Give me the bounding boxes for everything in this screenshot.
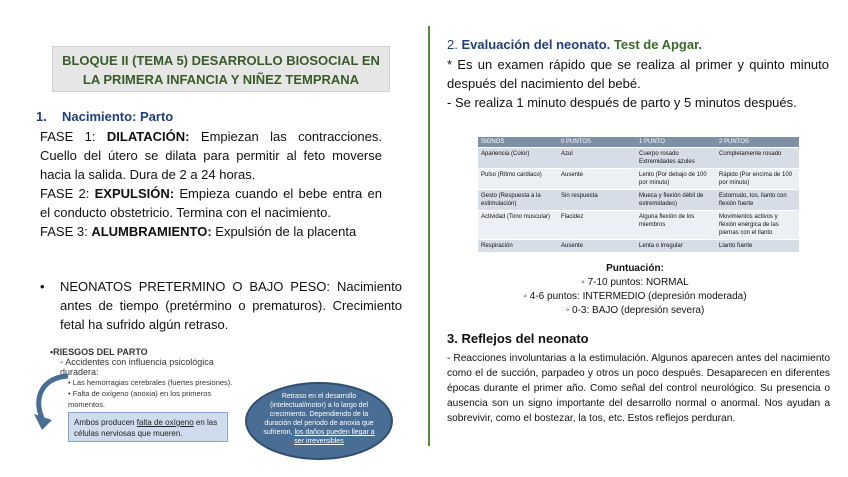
anoxia-box-underlined: falta de oxígeno [136,418,194,427]
section1-title: Nacimiento: Parto [62,109,174,124]
riesgos-title: •RIESGOS DEL PARTO [50,347,148,357]
apgar-table [478,137,799,252]
neonatos-text: NEONATOS PRETERMINO O BAJO PESO: Nacimiento antes de tiempo (pretérmino o prematuros). Crecimiento fetal ha sufrido algún retraso. [60,279,402,332]
neonatos-item [40,277,402,334]
fase2-label: FASE 2: [40,186,95,201]
ellipse-text: Retraso en el desarrollo (intelectual/motor) a lo largo del crecimiento. Dependiendo de la duración del periodo de anoxia que sufrieron, [263,393,374,436]
bullet-icon: • [40,279,45,294]
reflejos-text: - Reacciones involuntarias a la estimulación. Algunos aparecen antes del nacimiento como el de succión, parpadeo y otros un poco después. Desaparecen en diferentes épocas durante el primer año. Como señal del control neurológico. Su presencia o ausencia son un signo importante del desarrollo normal o anormal. Nos ayudan a sobrevivir, como el bostezar, la tos, etc. Estos reflejos perduran. [447,353,830,424]
block-title [52,46,390,92]
puntuacion-item: ◦ 0-3: BAJO (depresión severa) [565,305,705,316]
table-row [478,148,799,169]
section3-heading: 3. Reflejos del neonato [447,331,589,346]
apgar-description [447,55,829,112]
anoxia-box [68,412,228,442]
table-cell: Estornudo, tos, llanto con flexión fuerte [716,190,799,211]
riesgos-subitem: • Las hemorragias cerebrales (fuertes presiones). [68,378,233,387]
table-header: 2 PUNTOS [716,137,799,148]
table-cell: Ausente [558,169,636,190]
section2-title: Evaluación del neonato. [461,37,611,52]
table-header: 1 PUNTO [636,137,716,148]
puntuacion-item: ◦ 7-10 puntos: NORMAL [581,277,689,288]
table-cell: Movimientos activos y flexión enérgica de las piernas con el llanto [716,211,799,240]
table-cell: Flacidez [558,211,636,240]
puntuacion-block [470,262,800,318]
table-row [478,169,799,190]
table-cell: Respiración [478,240,558,253]
table-header: SIGNOS [478,137,558,148]
fase3-label: FASE 3: [40,224,92,239]
section1-number: 1. [36,109,47,124]
table-cell: Azul [558,148,636,169]
table-cell: Llanto fuerte [716,240,799,253]
fase3 [40,222,382,241]
fase2-bold: EXPULSIÓN: [94,186,175,201]
section2-number: 2. [447,37,462,52]
fase3-text: Expulsión de la placenta [211,224,357,239]
table-cell: Apariencia (Color) [478,148,558,169]
table-cell: Actividad (Tono muscular) [478,211,558,240]
anoxia-box-post: en las células nerviosas que mueren. [74,418,218,438]
section1-heading [36,109,173,124]
fase1-label: FASE 1: [40,129,107,144]
fase3-bold: ALUMBRAMIENTO: [91,224,212,239]
table-row [478,240,799,253]
table-cell: Mueca y flexión débil de extremidades) [636,190,716,211]
consequences-ellipse [245,382,393,460]
fases-block [40,127,382,241]
table-cell: Alguna flexión de los miembros [636,211,716,240]
apgar-paragraph2: - Se realiza 1 minuto después de parto y 5 minutos después. [447,95,797,110]
riesgos-subitem: • Falta de oxígeno (anoxia) en los primeros momentos. [68,389,212,409]
apgar-paragraph1: * Es un examen rápido que se realiza al primer y quinto minuto después del nacimiento del bebé. [447,57,829,91]
table-cell: Completamente rosado [716,148,799,169]
column-divider [428,26,430,446]
puntuacion-title: Puntuación: [606,263,664,274]
table-cell: Cuerpo rosado Extremidades azules [636,148,716,169]
fase1-text: Empiezan las contracciones. Cuello del útero se dilata para permitir al feto moverse hacia la salida. Dura de 2 a 24 horas. [40,129,382,182]
ellipse-underlined: los daños pueden llegar a ser irreversibles [294,429,375,445]
table-cell: Sin respuesta [558,190,636,211]
table-header-row [478,137,799,148]
block-title-line2: LA PRIMERA INFANCIA Y NIÑEZ TEMPRANA [82,72,360,87]
fase1-bold: DILATACIÓN: [106,129,190,144]
puntuacion-item: ◦ 4-6 puntos: INTERMEDIO (depresión moderada) [523,291,747,302]
table-cell: Rápido (Por encima de 100 por minuto) [716,169,799,190]
table-header: 0 PUNTOS [558,137,636,148]
riesgos-item: ◦ Accidentes con influencia psicológica duradera: [60,357,214,377]
table-row [478,211,799,240]
block-title-line1: BLOQUE II (TEMA 5) DESARROLLO BIOSOCIAL EN [62,53,380,68]
table-cell: Ausente [558,240,636,253]
section2-apgar: Test de Apgar. [610,37,703,52]
fase1 [40,127,382,184]
section2-heading [447,37,702,52]
table-cell: Gesto (Respuesta a la estimulación) [478,190,558,211]
table-cell: Lenta o irregular [636,240,716,253]
fase2 [40,184,382,222]
table-row [478,190,799,211]
table-cell: Lento (Por debajo de 100 por minuto) [636,169,716,190]
riesgos-block [50,347,250,410]
table-cell: Pulso (Ritmo cardiaco) [478,169,558,190]
anoxia-box-pre: Ambos producen [74,418,137,427]
fase2-text: Empieza cuando el bebe entra en el conducto obstetricio. Termina con el nacimiento. [40,186,382,220]
